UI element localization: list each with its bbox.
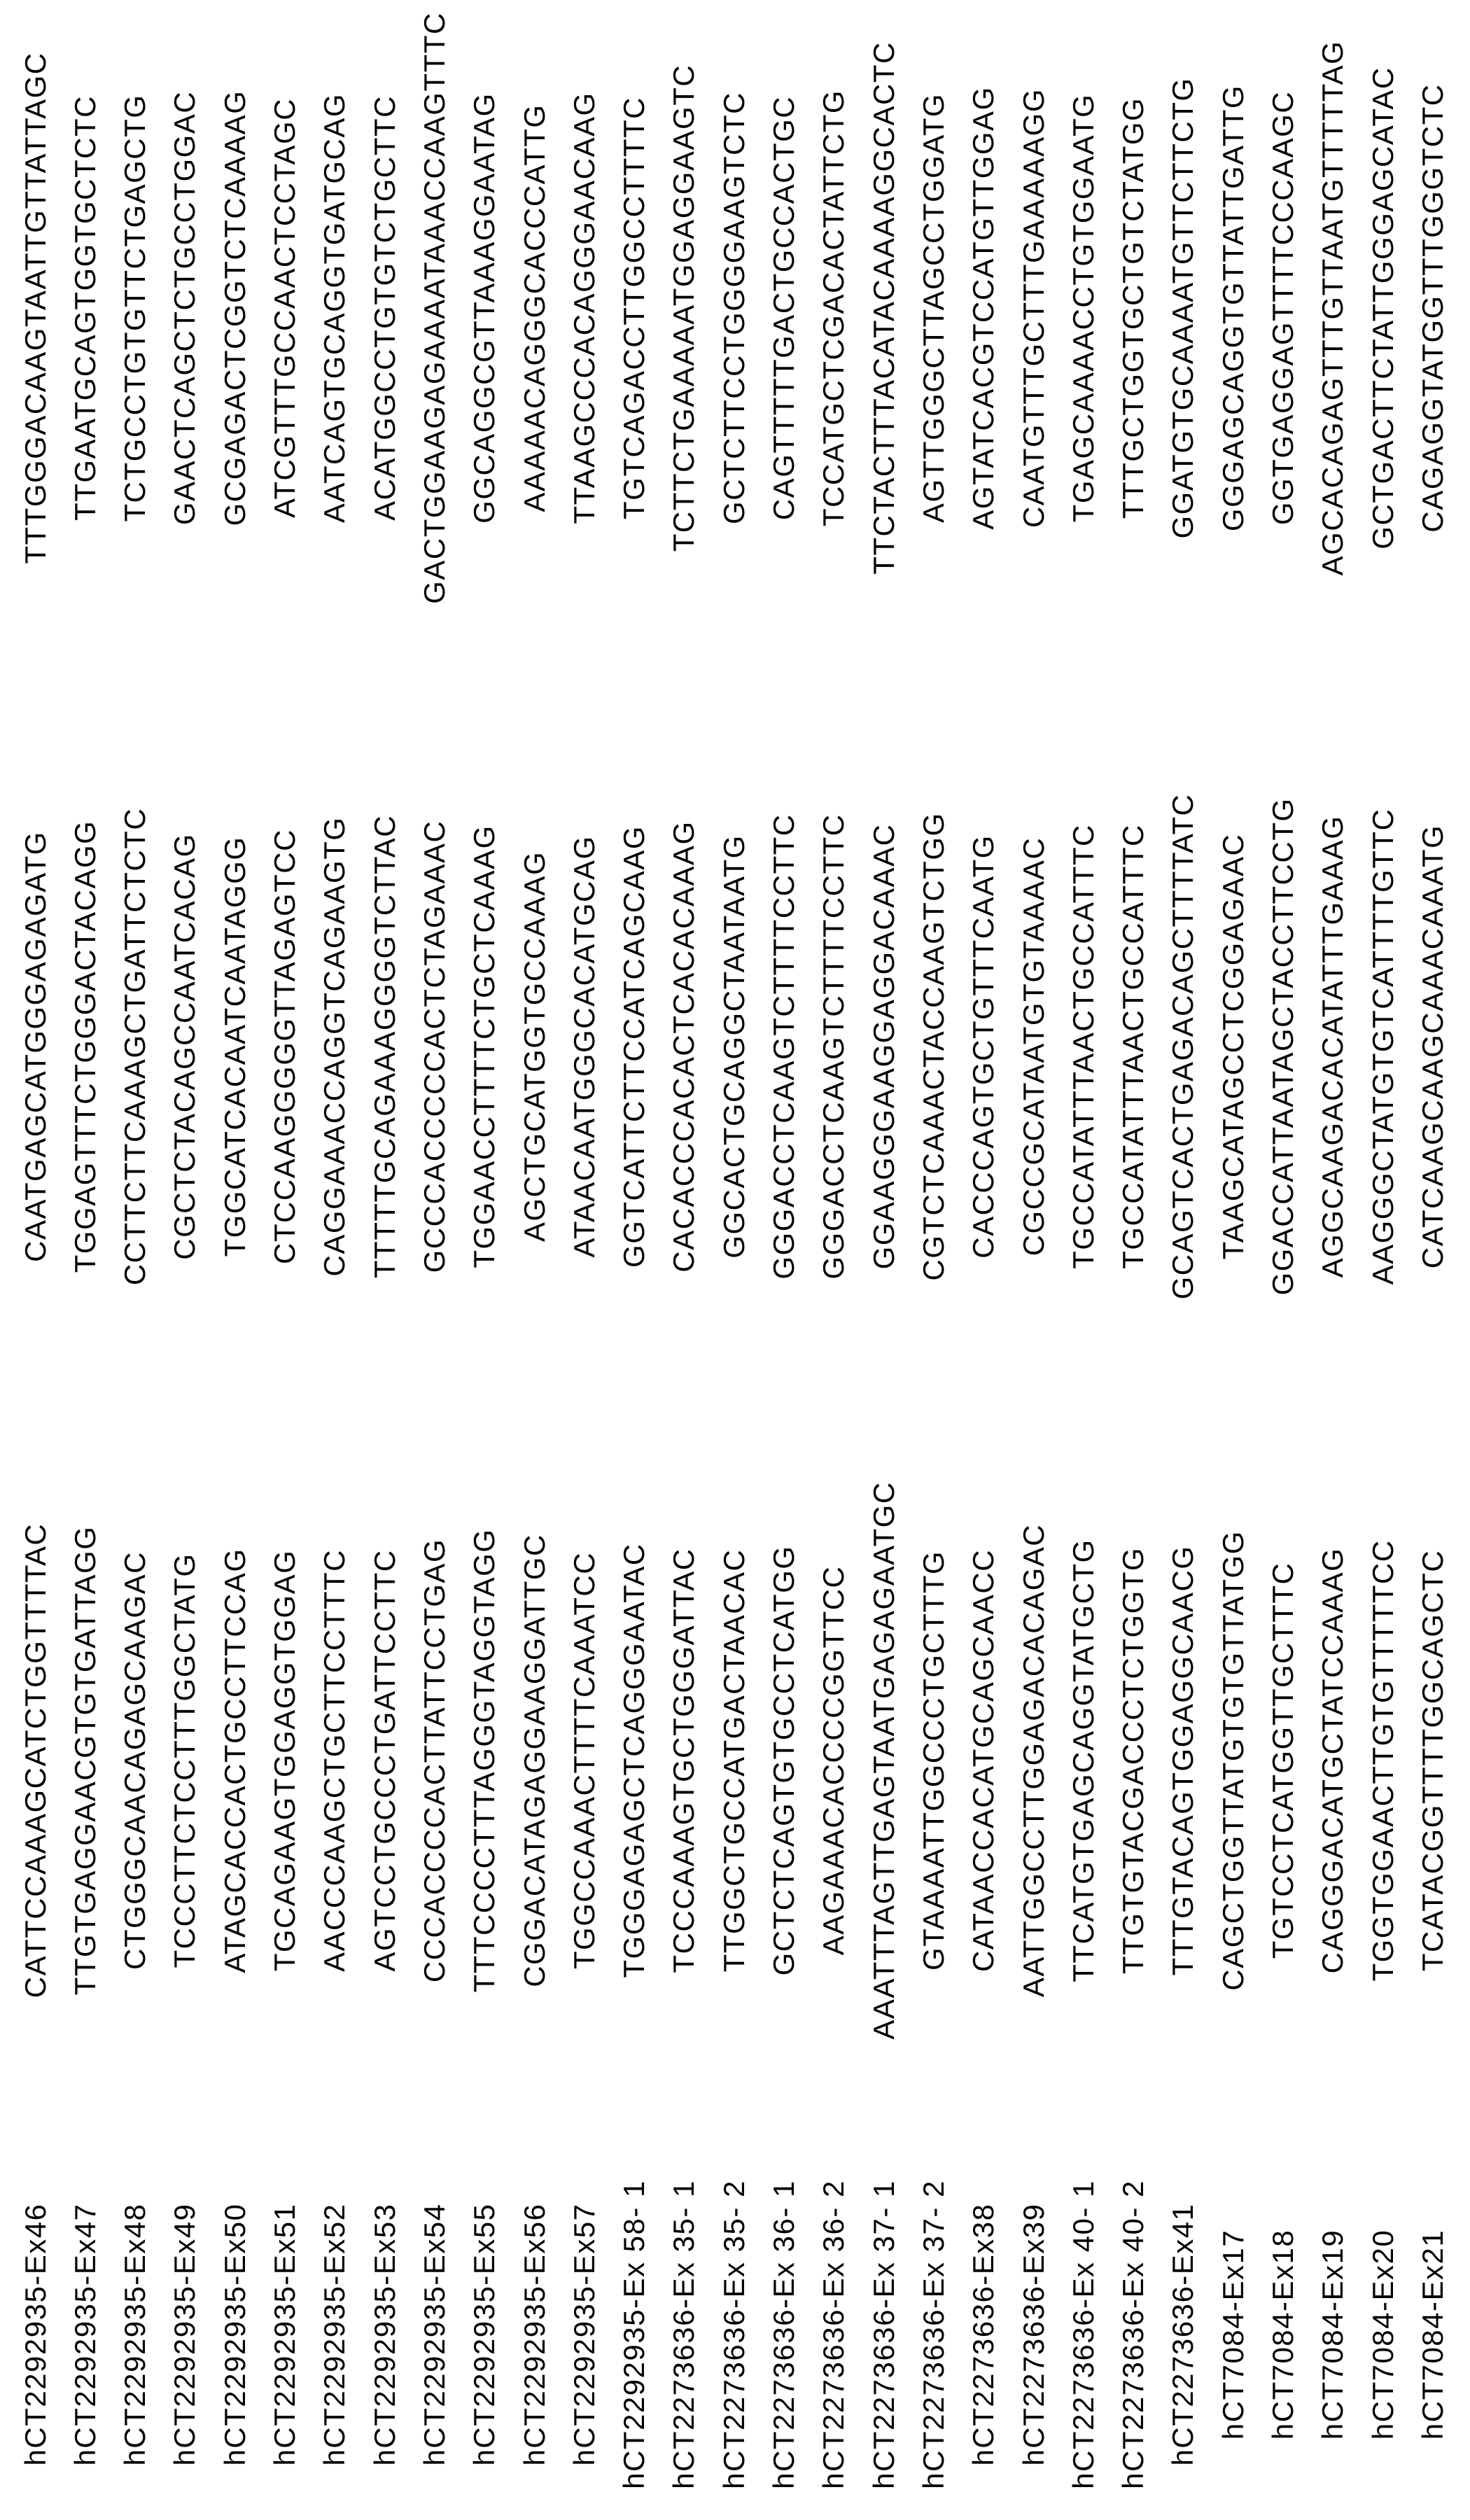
table-row xyxy=(60,0,110,2520)
exon-name: hCT7084-Ex17 xyxy=(1208,2160,1258,2510)
table-row xyxy=(709,0,759,2520)
exon-name: hCT2292935-Ex50 xyxy=(210,2160,260,2510)
primer-sequence-3: CAGTTTTTGACTGCCACTGC xyxy=(759,0,808,616)
primer-sequence-1: TTGTGAGGAACGTGTGATTAGG xyxy=(60,1410,110,2110)
primer-sequence-3: TTGAATGCAGTGGTGCTCTC xyxy=(60,0,110,616)
primer-sequence-1: AAATTTAGTTGAGTAATGAGAGAATGC xyxy=(859,1410,909,2110)
primer-sequence-3: TTTGCTGGTGCTGTCTATGG xyxy=(1108,0,1158,616)
primer-sequence-3: AATCAGTGCAGGTGATGCAG xyxy=(309,0,359,616)
primer-sequence-3: AGCACAGAGTTTGTTAATGTTTTTAG xyxy=(1308,0,1357,616)
primer-sequence-3: TTAAGCCCACAGGGAACAAG xyxy=(559,0,609,616)
table-row xyxy=(309,0,359,2520)
primer-sequence-2: TAAGCATAGCCTCGGAGAAC xyxy=(1208,696,1258,1396)
primer-sequence-2: ATAACAATGGGCACATGCAG xyxy=(559,696,609,1396)
primer-sequence-2: CAGGAAACCAGGTCAGAAGTG xyxy=(309,696,359,1396)
primer-sequence-1: TGTCCTCATGGTTGCTTTC xyxy=(1258,1410,1308,2110)
table-row xyxy=(110,0,160,2520)
table-row xyxy=(1408,0,1457,2520)
primer-sequence-1: TTCATGTGAGCAGGTATGCTG xyxy=(1058,1410,1108,2110)
table-row xyxy=(1108,0,1158,2520)
primer-sequence-1: TTTGTACAGTGGAGGCAACG xyxy=(1158,1410,1208,2110)
primer-sequence-2: GGCACTGCAGGCTAATAATG xyxy=(709,696,759,1396)
primer-sequence-3: GAACTCAGCTCTGCCTGGAC xyxy=(160,0,209,616)
exon-name: hCT7084-Ex19 xyxy=(1308,2160,1357,2510)
primer-sequence-3: ACATGGCCTGTGTCTGCTTC xyxy=(360,0,410,616)
exon-name: hCT7084-Ex21 xyxy=(1408,2160,1457,2510)
primer-sequence-2: TTTTTGCAGAAAGGGGTCTTAC xyxy=(360,696,410,1396)
primer-sequence-3: GCGAGACTCGGTCTCAAAAG xyxy=(210,0,260,616)
exon-name: hCT2292935-Ex53 xyxy=(360,2160,410,2510)
primer-sequence-1: GTAAAATTGGCCCTGCTTTG xyxy=(909,1410,958,2110)
primer-sequence-2: GCAGTCACTGAGACAGCTTTTATC xyxy=(1158,696,1208,1396)
primer-sequence-3: GGTGAGGAGTTTTCCCAAGC xyxy=(1258,0,1308,616)
table-row xyxy=(659,0,708,2520)
table-row xyxy=(10,0,60,2520)
table-row xyxy=(808,0,858,2520)
primer-sequence-3: TGAGCAAAACCTGTGGAATG xyxy=(1058,0,1108,616)
exon-name: hCT2292935-Ex 58- 1 xyxy=(609,2160,659,2510)
primer-sequence-2: CCTTCTTCAAAGCTGATTCTCTC xyxy=(110,696,160,1396)
primer-sequence-2: TGCCATATTTAACTGCCATTTC xyxy=(1058,696,1108,1396)
table-row xyxy=(859,0,909,2520)
primer-sequence-1: AATTGGCCTTGGAGACACAGAC xyxy=(1009,1410,1058,2110)
primer-sequence-3: AGTATCACGTCCATGTTGGAG xyxy=(958,0,1008,616)
exon-name: hCT2273636-Ex38 xyxy=(958,2160,1008,2510)
primer-sequence-1: TGCAGAAGTGGAGGTGGAG xyxy=(260,1410,309,2110)
table-row xyxy=(160,0,209,2520)
table-row xyxy=(1358,0,1408,2520)
table-row xyxy=(609,0,659,2520)
primer-sequence-1: TGGTGGAACTTGTGTTTTTCC xyxy=(1358,1410,1408,2110)
primer-sequence-2: AGGCAAGACACATATTTGAAAG xyxy=(1308,696,1357,1396)
primer-sequence-1: CCCACCCCACTTATTCCTGAG xyxy=(410,1410,459,2110)
primer-sequence-1: CAGGGACATGCTATCCAAAG xyxy=(1308,1410,1357,2110)
primer-sequence-3: GGATGTGCAAAATGTTCTTCTG xyxy=(1158,0,1208,616)
primer-sequence-2: TGGAGTTTCTGGGACTACAGG xyxy=(60,696,110,1396)
primer-sequence-3: AAAAACAGGGCACCCATTG xyxy=(510,0,559,616)
exon-name: hCT2292935-Ex54 xyxy=(410,2160,459,2510)
primer-sequence-1: TTGGCTGCCATGACTAACAC xyxy=(709,1410,759,2110)
exon-name: hCT2292935-Ex49 xyxy=(160,2160,209,2510)
primer-sequence-3: GCTCTTCCTGGGGAAGTCTC xyxy=(709,0,759,616)
primer-sequence-3: ATCGTTTGCCAACTCCTAGC xyxy=(260,0,309,616)
primer-sequence-1: CATAACCACATGCAGCAACC xyxy=(958,1410,1008,2110)
primer-sequence-2: GGACCATTAATAGCTACCTTCCTG xyxy=(1258,696,1308,1396)
exon-name: hCT2273636-Ex 40- 1 xyxy=(1058,2160,1108,2510)
primer-sequence-2: CACACCCACACTCACACAAAG xyxy=(659,696,708,1396)
primer-sequence-2: GGGACCTCAAGTCTTTTCCTTC xyxy=(808,696,858,1396)
table-row xyxy=(210,0,260,2520)
table-row xyxy=(1158,0,1208,2520)
primer-sequence-1: AACCCAAGCTGCTTCCTTTC xyxy=(309,1410,359,2110)
primer-sequence-3: GCTGACTTCTATTGGGAGCATAC xyxy=(1358,0,1408,616)
primer-sequence-2: AAGGGCTATGTGTCATTTTGTTC xyxy=(1358,696,1408,1396)
primer-sequence-1: TCCCAAAGTGCTGGGATTAC xyxy=(659,1410,708,2110)
primer-sequence-1: TCCCTTCTCCTTTGGCTATG xyxy=(160,1410,209,2110)
exon-name: hCT2273636-Ex 40- 2 xyxy=(1108,2160,1158,2510)
exon-name: hCT2292935-Ex52 xyxy=(309,2160,359,2510)
table-row xyxy=(1058,0,1108,2520)
primer-sequence-3: TTTGGGACAAGTAATTGTTATTAGC xyxy=(10,0,60,616)
exon-name: hCT2292935-Ex51 xyxy=(260,2160,309,2510)
primer-sequence-3: GACTGGAAGAGAAAATAAACCAAGTTTC xyxy=(410,0,459,616)
table-row xyxy=(360,0,410,2520)
exon-name: hCT7084-Ex20 xyxy=(1358,2160,1408,2510)
primer-sequence-3: CAATGTTTGCTTTGAAAAAGG xyxy=(1009,0,1058,616)
primer-sequence-1: ATAGCACCACTGCCTTCCAG xyxy=(210,1410,260,2110)
primer-sequence-1: CATTCCAAAGCATCTGGTTTTAC xyxy=(10,1410,60,2110)
primer-sequence-2: TGGAACCTTTTCTGCTCAAAG xyxy=(459,696,509,1396)
table-row xyxy=(559,0,609,2520)
exon-name: hCT2273636-Ex 37- 2 xyxy=(909,2160,958,2510)
primer-sequence-2: GGGACCTCAAGTCTTTTCCTTC xyxy=(759,696,808,1396)
primer-sequence-2: GGTCATTCTTCCATCAGCAAG xyxy=(609,696,659,1396)
primer-sequence-1: TTGTGTACGACCCTCTGGTG xyxy=(1108,1410,1158,2110)
primer-sequence-2: CAATGAGCATGGGAGAGATG xyxy=(10,696,60,1396)
exon-name: hCT2292935-Ex48 xyxy=(110,2160,160,2510)
exon-name: hCT2292935-Ex46 xyxy=(10,2160,60,2510)
primer-sequence-3: TCCATGCTCGACACTATTCTG xyxy=(808,0,858,616)
primer-sequence-2: CGCTCTACAGCCAATCACAG xyxy=(160,696,209,1396)
primer-sequence-2: AGCTGCATGGTGCCAAAG xyxy=(510,696,559,1396)
table-row xyxy=(1208,0,1258,2520)
primer-sequence-1: AAGAAACACCCCGGTTCC xyxy=(808,1410,858,2110)
table-row xyxy=(260,0,309,2520)
exon-name: hCT2292935-Ex57 xyxy=(559,2160,609,2510)
primer-sequence-2: CATCAAGCAAGCAAACAAATG xyxy=(1408,696,1457,1396)
primer-sequence-3: GGGAGCAGGTGTTATTGATTG xyxy=(1208,0,1258,616)
primer-sequence-1: TCATACGGTTTTGGCAGCTC xyxy=(1408,1410,1457,2110)
primer-sequence-1: CTGGGCAACAGAGCAAGAC xyxy=(110,1410,160,2110)
table-row xyxy=(759,0,808,2520)
exon-name: hCT2292935-Ex55 xyxy=(459,2160,509,2510)
primer-sequence-3: TCTTCTGAAAAATGGAGGAAGTC xyxy=(659,0,708,616)
primer-sequence-2: CTCCAAGGGGGTTAGAGTCC xyxy=(260,696,309,1396)
exon-name: hCT2273636-Ex 35- 1 xyxy=(659,2160,708,2510)
exon-name: hCT2273636-Ex39 xyxy=(1009,2160,1058,2510)
exon-name: hCT2292935-Ex56 xyxy=(510,2160,559,2510)
exon-name: hCT2292935-Ex47 xyxy=(60,2160,110,2510)
table-row xyxy=(909,0,958,2520)
primer-sequence-1: TGGCCAAACTTTTCAAATCC xyxy=(559,1410,609,2110)
table-row xyxy=(510,0,559,2520)
exon-name: hCT2273636-Ex41 xyxy=(1158,2160,1208,2510)
primer-sequence-2: TGCCATATTTAACTGCCATTTC xyxy=(1108,696,1158,1396)
exon-name: hCT2273636-Ex 36- 1 xyxy=(759,2160,808,2510)
primer-sequence-1: TGGGAGAGCTCAGGGAATAC xyxy=(609,1410,659,2110)
table-row xyxy=(459,0,509,2520)
primer-sequence-1: CAGCTGGTTATGTGTGTTATGG xyxy=(1208,1410,1258,2110)
exon-name: hCT2273636-Ex 36- 2 xyxy=(808,2160,858,2510)
primer-sequence-2: CGCCGCATAATGTGTAAAAC xyxy=(1009,696,1058,1396)
primer-sequence-2: CGTCTCAAACTACCAAGTCTGG xyxy=(909,696,958,1396)
primer-sequence-2: CACCCAGTGCTGTTTCAATG xyxy=(958,696,1008,1396)
primer-sequence-3: TGTCAGACCTTGGCCTTTTC xyxy=(609,0,659,616)
primer-sequence-1: CGGACATAGAGGAAGGATTGC xyxy=(510,1410,559,2110)
primer-sequence-2: GGAAGGGAAGGAGGACAAAC xyxy=(859,696,909,1396)
exon-name: hCT2273636-Ex 37- 1 xyxy=(859,2160,909,2510)
exon-name: hCT7084-Ex18 xyxy=(1258,2160,1308,2510)
primer-sequence-2: GCCCACCCCCACTCTAGAAAC xyxy=(410,696,459,1396)
primer-sequence-1: GCTCTCAGTGTGCCTCATGG xyxy=(759,1410,808,2110)
table-row xyxy=(958,0,1008,2520)
primer-sequence-3: TCTGCCTGTGTTCTGAGCTG xyxy=(110,0,160,616)
primer-sequence-3: TTCTACTTTACATACAAAAGGCACTC xyxy=(859,0,909,616)
primer-sequence-3: GGCAGGCGTTAAAGGAATAG xyxy=(459,0,509,616)
table-row xyxy=(1258,0,1308,2520)
table-row xyxy=(410,0,459,2520)
exon-name: hCT2273636-Ex 35- 2 xyxy=(709,2160,759,2510)
primer-table xyxy=(0,0,1470,2520)
primer-sequence-2: TGGCATCACAATCAATAGGG xyxy=(210,696,260,1396)
table-row xyxy=(1009,0,1058,2520)
primer-sequence-1: TTTCCCCTTTAGGGTAGGTAGG xyxy=(459,1410,509,2110)
table-row xyxy=(1308,0,1357,2520)
primer-sequence-1: AGTCCTGCCCTGATTCCTTC xyxy=(360,1410,410,2110)
primer-sequence-3: AGTTGGGCTTAGCCTGGATG xyxy=(909,0,958,616)
primer-sequence-3: CAGAGGTATGGTTTGGGTCTC xyxy=(1408,0,1457,616)
